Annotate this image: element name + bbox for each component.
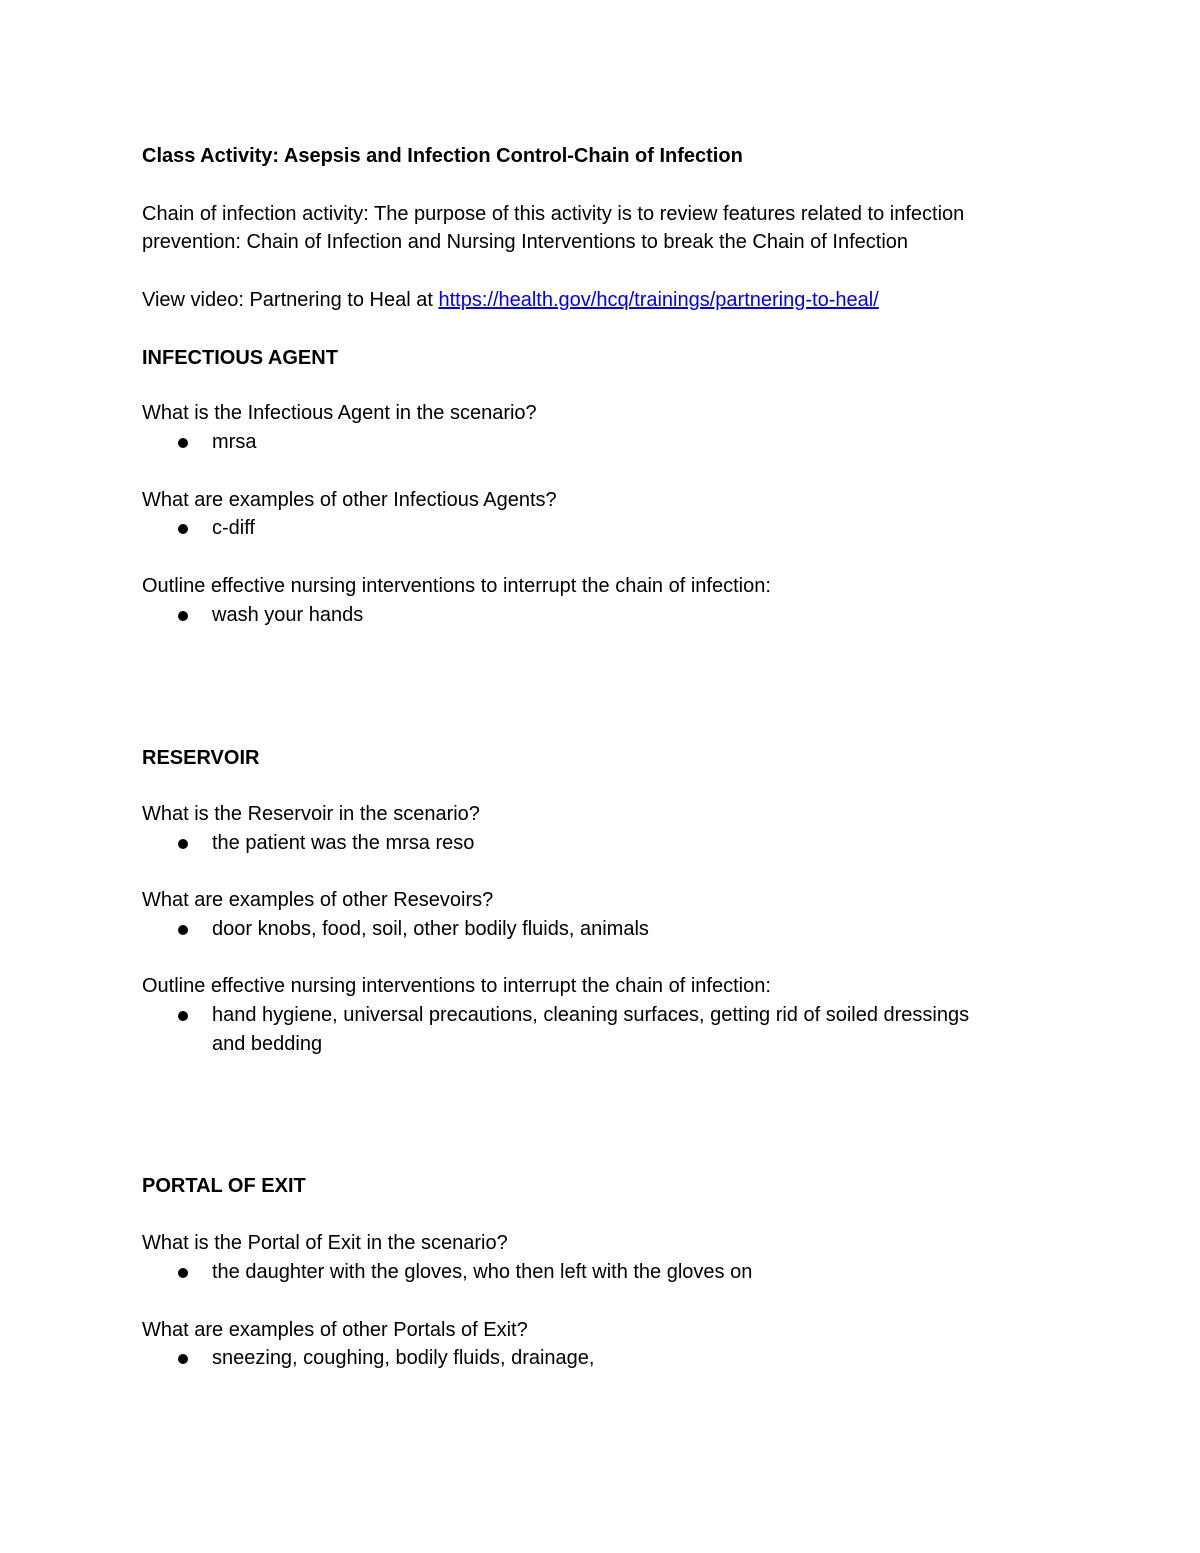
- list-item: [142, 829, 1062, 858]
- question-reservoir-scenario: What is the Reservoir in the scenario?: [142, 803, 480, 825]
- video-link[interactable]: https://health.gov/hcq/trainings/partnering-to-heal/: [438, 289, 879, 311]
- answer-reservoir-interventions-line-1: hand hygiene, universal precautions, cleaning surfaces, getting rid of soiled dressings: [212, 1004, 970, 1026]
- bullet-icon: [178, 1268, 188, 1278]
- intro-text-line-1: Chain of infection activity: The purpose of this activity is to review features related to infection: [142, 203, 965, 225]
- question-exit-scenario: What is the Portal of Exit in the scenario?: [142, 1232, 508, 1254]
- bullet-icon: [178, 1011, 188, 1021]
- list-item: [142, 1344, 1062, 1373]
- question-exit-examples: What are examples of other Portals of Exit?: [142, 1319, 528, 1341]
- answer-reservoir-examples: door knobs, food, soil, other bodily fluids, animals: [212, 918, 649, 940]
- answer-reservoir-scenario: the patient was the mrsa reso: [212, 832, 475, 854]
- answer-exit-examples: sneezing, coughing, bodily fluids, drainage,: [212, 1347, 595, 1369]
- video-prefix: View video: Partnering to Heal at: [142, 289, 439, 311]
- list-item: [142, 428, 1062, 457]
- intro-text-line-2: prevention: Chain of Infection and Nursing Interventions to break the Chain of Infection: [142, 231, 909, 253]
- question-reservoir-examples: What are examples of other Resevoirs?: [142, 889, 494, 911]
- question-reservoir-interventions: Outline effective nursing interventions to interrupt the chain of infection:: [142, 975, 771, 997]
- list-item: [142, 1001, 1062, 1059]
- section-heading-infectious-agent: INFECTIOUS AGENT: [142, 347, 338, 369]
- question-agent-interventions: Outline effective nursing interventions to interrupt the chain of infection:: [142, 575, 771, 597]
- answer-agent-interventions: wash your hands: [212, 604, 364, 626]
- list-item: [142, 601, 1062, 630]
- question-agent-scenario: What is the Infectious Agent in the scenario?: [142, 402, 537, 424]
- answer-exit-scenario: the daughter with the gloves, who then left with the gloves on: [212, 1261, 753, 1283]
- answer-reservoir-interventions-line-2: and bedding: [212, 1033, 323, 1055]
- bullet-icon: [178, 611, 188, 621]
- list-item: [142, 514, 1062, 543]
- question-agent-examples: What are examples of other Infectious Agents?: [142, 489, 557, 511]
- document-title: Class Activity: Asepsis and Infection Control-Chain of Infection: [142, 145, 743, 167]
- list-item: [142, 1258, 1062, 1287]
- answer-agent-scenario: mrsa: [212, 431, 257, 453]
- bullet-icon: [178, 839, 188, 849]
- bullet-icon: [178, 524, 188, 534]
- section-heading-reservoir: RESERVOIR: [142, 747, 260, 769]
- section-heading-portal-of-exit: PORTAL OF EXIT: [142, 1175, 306, 1197]
- bullet-icon: [178, 1354, 188, 1364]
- list-item: [142, 915, 1062, 944]
- bullet-icon: [178, 438, 188, 448]
- bullet-icon: [178, 925, 188, 935]
- video-reference: [142, 286, 879, 315]
- answer-agent-examples: c-diff: [212, 517, 255, 539]
